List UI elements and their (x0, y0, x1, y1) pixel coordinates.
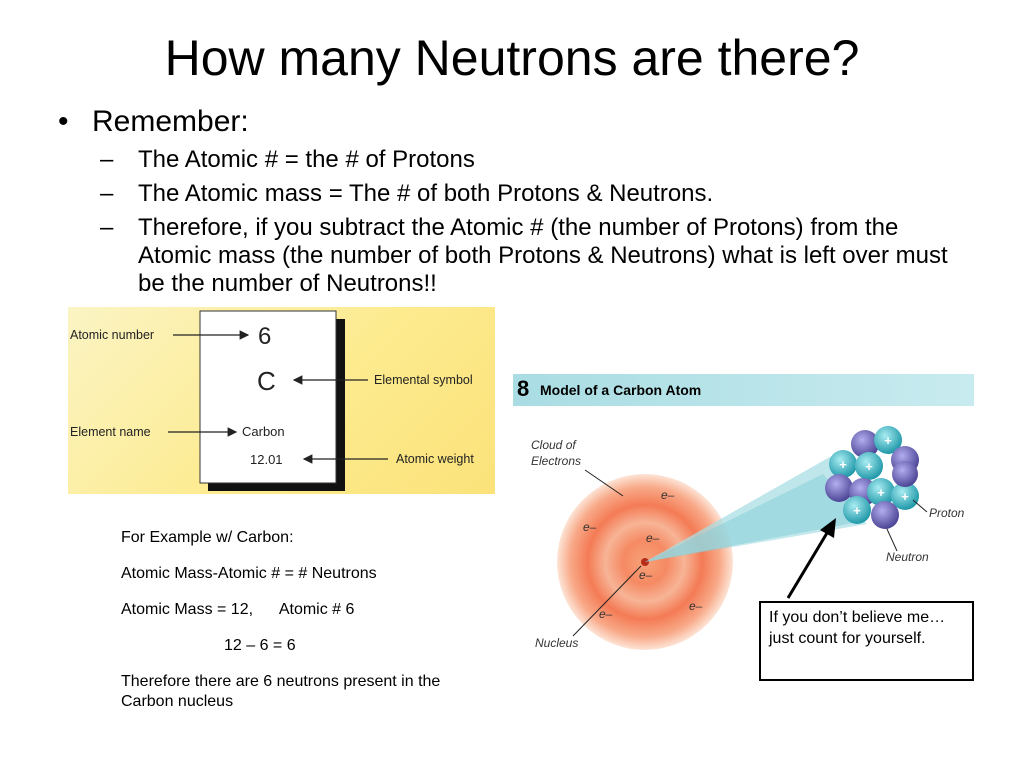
bullet-dot-icon: • (58, 105, 69, 138)
atom-model-header (513, 374, 974, 406)
example-line: Atomic Mass-Atomic # = # Neutrons (121, 565, 377, 582)
slide-title: How many Neutrons are there? (164, 30, 860, 86)
sub-bullet-text: Therefore, if you subtract the Atomic # (the number of Protons) from the Atomic mass (the number of both Protons & Neutrons) what is left over must be the number of Neutrons!! (138, 214, 948, 297)
example-conclusion: Therefore there are 6 neutrons present in the Carbon nucleus (121, 673, 441, 710)
element-name-value: Carbon (242, 424, 285, 439)
dash-icon: – (100, 180, 114, 207)
bullet-list (52, 104, 972, 298)
plus-icon: + (839, 457, 847, 472)
atomic-number-label: Atomic number (70, 328, 155, 342)
dash-icon: – (100, 146, 114, 173)
electron-label: e– (661, 488, 675, 502)
electron-label: e– (689, 599, 703, 613)
bullet-remember-text: Remember: (92, 105, 249, 138)
dash-icon: – (100, 214, 114, 241)
nucleus-label: Nucleus (535, 636, 579, 650)
sub-bullet-1 (52, 146, 972, 174)
plus-icon: + (877, 485, 885, 500)
sub-bullet-text: The Atomic mass = The # of both Protons & Neutrons. (138, 180, 714, 207)
proton-label: Proton (929, 506, 965, 520)
carbon-example (121, 528, 451, 728)
atomic-weight-label: Atomic weight (396, 452, 474, 466)
neutron-label: Neutron (886, 550, 929, 564)
electron-label: e– (646, 531, 660, 545)
elemental-symbol-label: Elemental symbol (374, 373, 473, 387)
electron-label: e– (583, 520, 597, 534)
sub-bullet-text: The Atomic # = the # of Protons (138, 146, 475, 173)
electron-label: e– (599, 607, 613, 621)
plus-icon: + (865, 459, 873, 474)
atomic-weight-value: 12.01 (250, 452, 283, 467)
example-line: 12 – 6 = 6 (224, 637, 296, 654)
electron-label: e– (639, 568, 653, 582)
example-line: Atomic Mass = 12, Atomic # 6 (121, 601, 355, 618)
plus-icon: + (901, 489, 909, 504)
sub-bullet-2 (52, 180, 972, 208)
plus-icon: + (884, 433, 892, 448)
bullet-remember (52, 104, 972, 140)
sub-bullet-3 (52, 214, 972, 298)
figure-title: Model of a Carbon Atom (540, 382, 702, 398)
cloud-label-line1: Cloud of (531, 438, 576, 452)
cloud-label-line2: Electrons (531, 454, 582, 468)
element-diagram (68, 307, 495, 494)
callout-box: If you don’t believe me… just count for yourself. (759, 601, 974, 681)
atomic-number-value: 6 (258, 323, 272, 350)
figure-number: 8 (517, 376, 530, 401)
plus-icon: + (853, 503, 861, 518)
element-diagram-graphic (68, 307, 495, 494)
element-name-label: Element name (70, 425, 151, 439)
element-symbol: C (257, 366, 276, 396)
example-line: For Example w/ Carbon: (121, 529, 294, 546)
